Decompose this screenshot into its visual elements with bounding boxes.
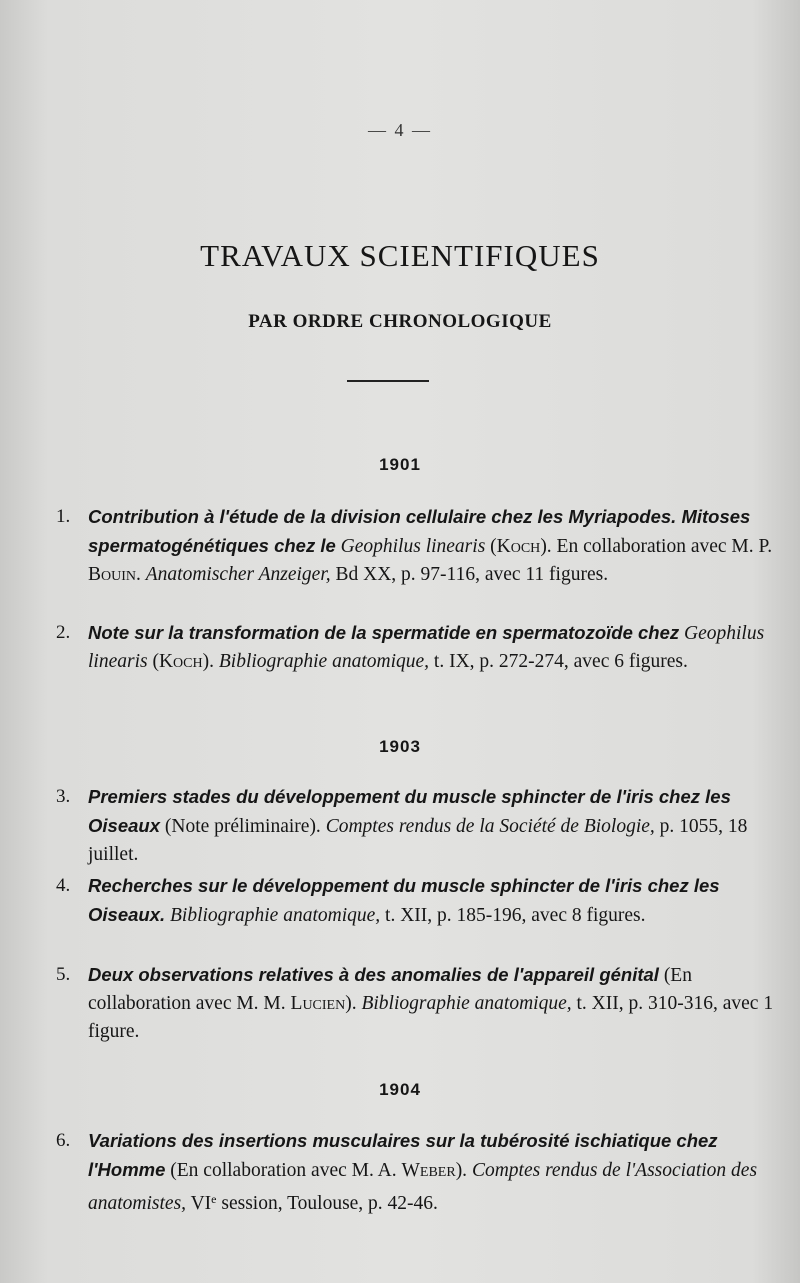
entry-title: Note sur la transformation de la spermatide en spermatozoïde chez — [88, 622, 680, 643]
entry-body — [88, 1127, 778, 1218]
entry-number: 3. — [56, 786, 71, 807]
entry-number: 2. — [56, 622, 71, 643]
entry-text: ). En collaboration avec M. P. — [540, 536, 773, 557]
year-heading-1901: 1901 — [379, 455, 421, 474]
publication-entry-5 — [56, 961, 778, 1046]
author-name: Koch — [496, 536, 541, 557]
entry-title: Deux observations relatives à des anomalies de l'appareil génital — [88, 964, 659, 985]
collaborator-name: Weber — [401, 1160, 456, 1181]
entry-title: Premiers stades du développement du muscle sphincter de l'iris chez les Oiseaux — [88, 786, 731, 836]
entry-number: 4. — [56, 875, 71, 896]
journal-name: Bibliographie anatomique, — [361, 993, 572, 1014]
species-name: Geophilus linearis — [340, 536, 486, 557]
entry-text: . — [136, 564, 146, 585]
entry-text: ( — [485, 536, 497, 557]
journal-name: Bibliographie anatomique, — [170, 905, 381, 926]
species-name: Geophilus linearis — [88, 623, 765, 672]
collaborator-name: Lucien — [290, 993, 346, 1014]
entry-number: 5. — [56, 964, 71, 985]
entry-body — [88, 783, 778, 869]
journal-name: Bibliographie anatomique, — [218, 651, 430, 672]
collaborator-name: Bouin — [88, 564, 136, 585]
page-folio: — 4 — — [368, 120, 432, 140]
entry-title: Variations des insertions musculaires sur la tubérosité ischiatique chez l'Homme — [88, 1130, 718, 1180]
journal-name: Comptes rendus de l'Association des anatomistes, — [88, 1160, 758, 1214]
entry-number: 1. — [56, 506, 71, 527]
publication-entry-4 — [56, 872, 778, 930]
entry-body — [88, 872, 778, 930]
entry-text: (Note préliminaire). — [160, 816, 326, 837]
entry-text: (En collaboration avec M. A. — [165, 1160, 402, 1181]
publication-entry-3 — [56, 783, 778, 869]
journal-name: Comptes rendus de la Société de Biologie, — [325, 816, 655, 837]
entry-details: p. 1055, 18 juillet. — [88, 816, 748, 865]
page-subtitle: PAR ORDRE CHRONOLOGIQUE — [248, 311, 552, 332]
journal-name: Anatomischer Anzeiger, — [145, 564, 331, 585]
entry-body — [88, 961, 778, 1046]
year-heading-1903: 1903 — [379, 737, 421, 756]
publication-entry-2 — [56, 619, 778, 676]
entry-text: ( — [147, 651, 159, 672]
title-divider — [347, 380, 429, 382]
year-heading-1904: 1904 — [379, 1080, 421, 1099]
entry-text: (En collaboration avec M. M. — [88, 965, 692, 1014]
entry-details: Bd XX, p. 97-116, avec 11 figures. — [330, 564, 609, 585]
entry-number: 6. — [56, 1130, 71, 1151]
entry-text: ). — [345, 993, 362, 1014]
entry-text: ). — [455, 1160, 472, 1181]
publication-entry-1 — [56, 503, 778, 589]
entry-text: VI — [186, 1193, 212, 1214]
superscript: e — [211, 1192, 217, 1206]
entry-body — [88, 619, 778, 676]
entry-title: Contribution à l'étude de la division cellulaire chez les Myriapodes. Mitoses spermatogénétiques chez le — [88, 506, 751, 556]
entry-title: Recherches sur le développement du muscle sphincter de l'iris chez les Oiseaux. — [88, 875, 720, 925]
entry-details: session, Toulouse, p. 42-46. — [216, 1193, 438, 1214]
entry-details: t. IX, p. 272-274, avec 6 figures. — [429, 651, 688, 672]
entry-body — [88, 503, 778, 589]
publication-entry-6 — [56, 1127, 778, 1218]
author-name: Koch — [158, 651, 203, 672]
entry-text: ). — [202, 651, 219, 672]
entry-details: t. XII, p. 185-196, avec 8 figures. — [380, 905, 646, 926]
entry-details: t. XII, p. 310-316, avec 1 figure. — [88, 993, 774, 1042]
page-title: TRAVAUX SCIENTIFIQUES — [200, 238, 600, 273]
